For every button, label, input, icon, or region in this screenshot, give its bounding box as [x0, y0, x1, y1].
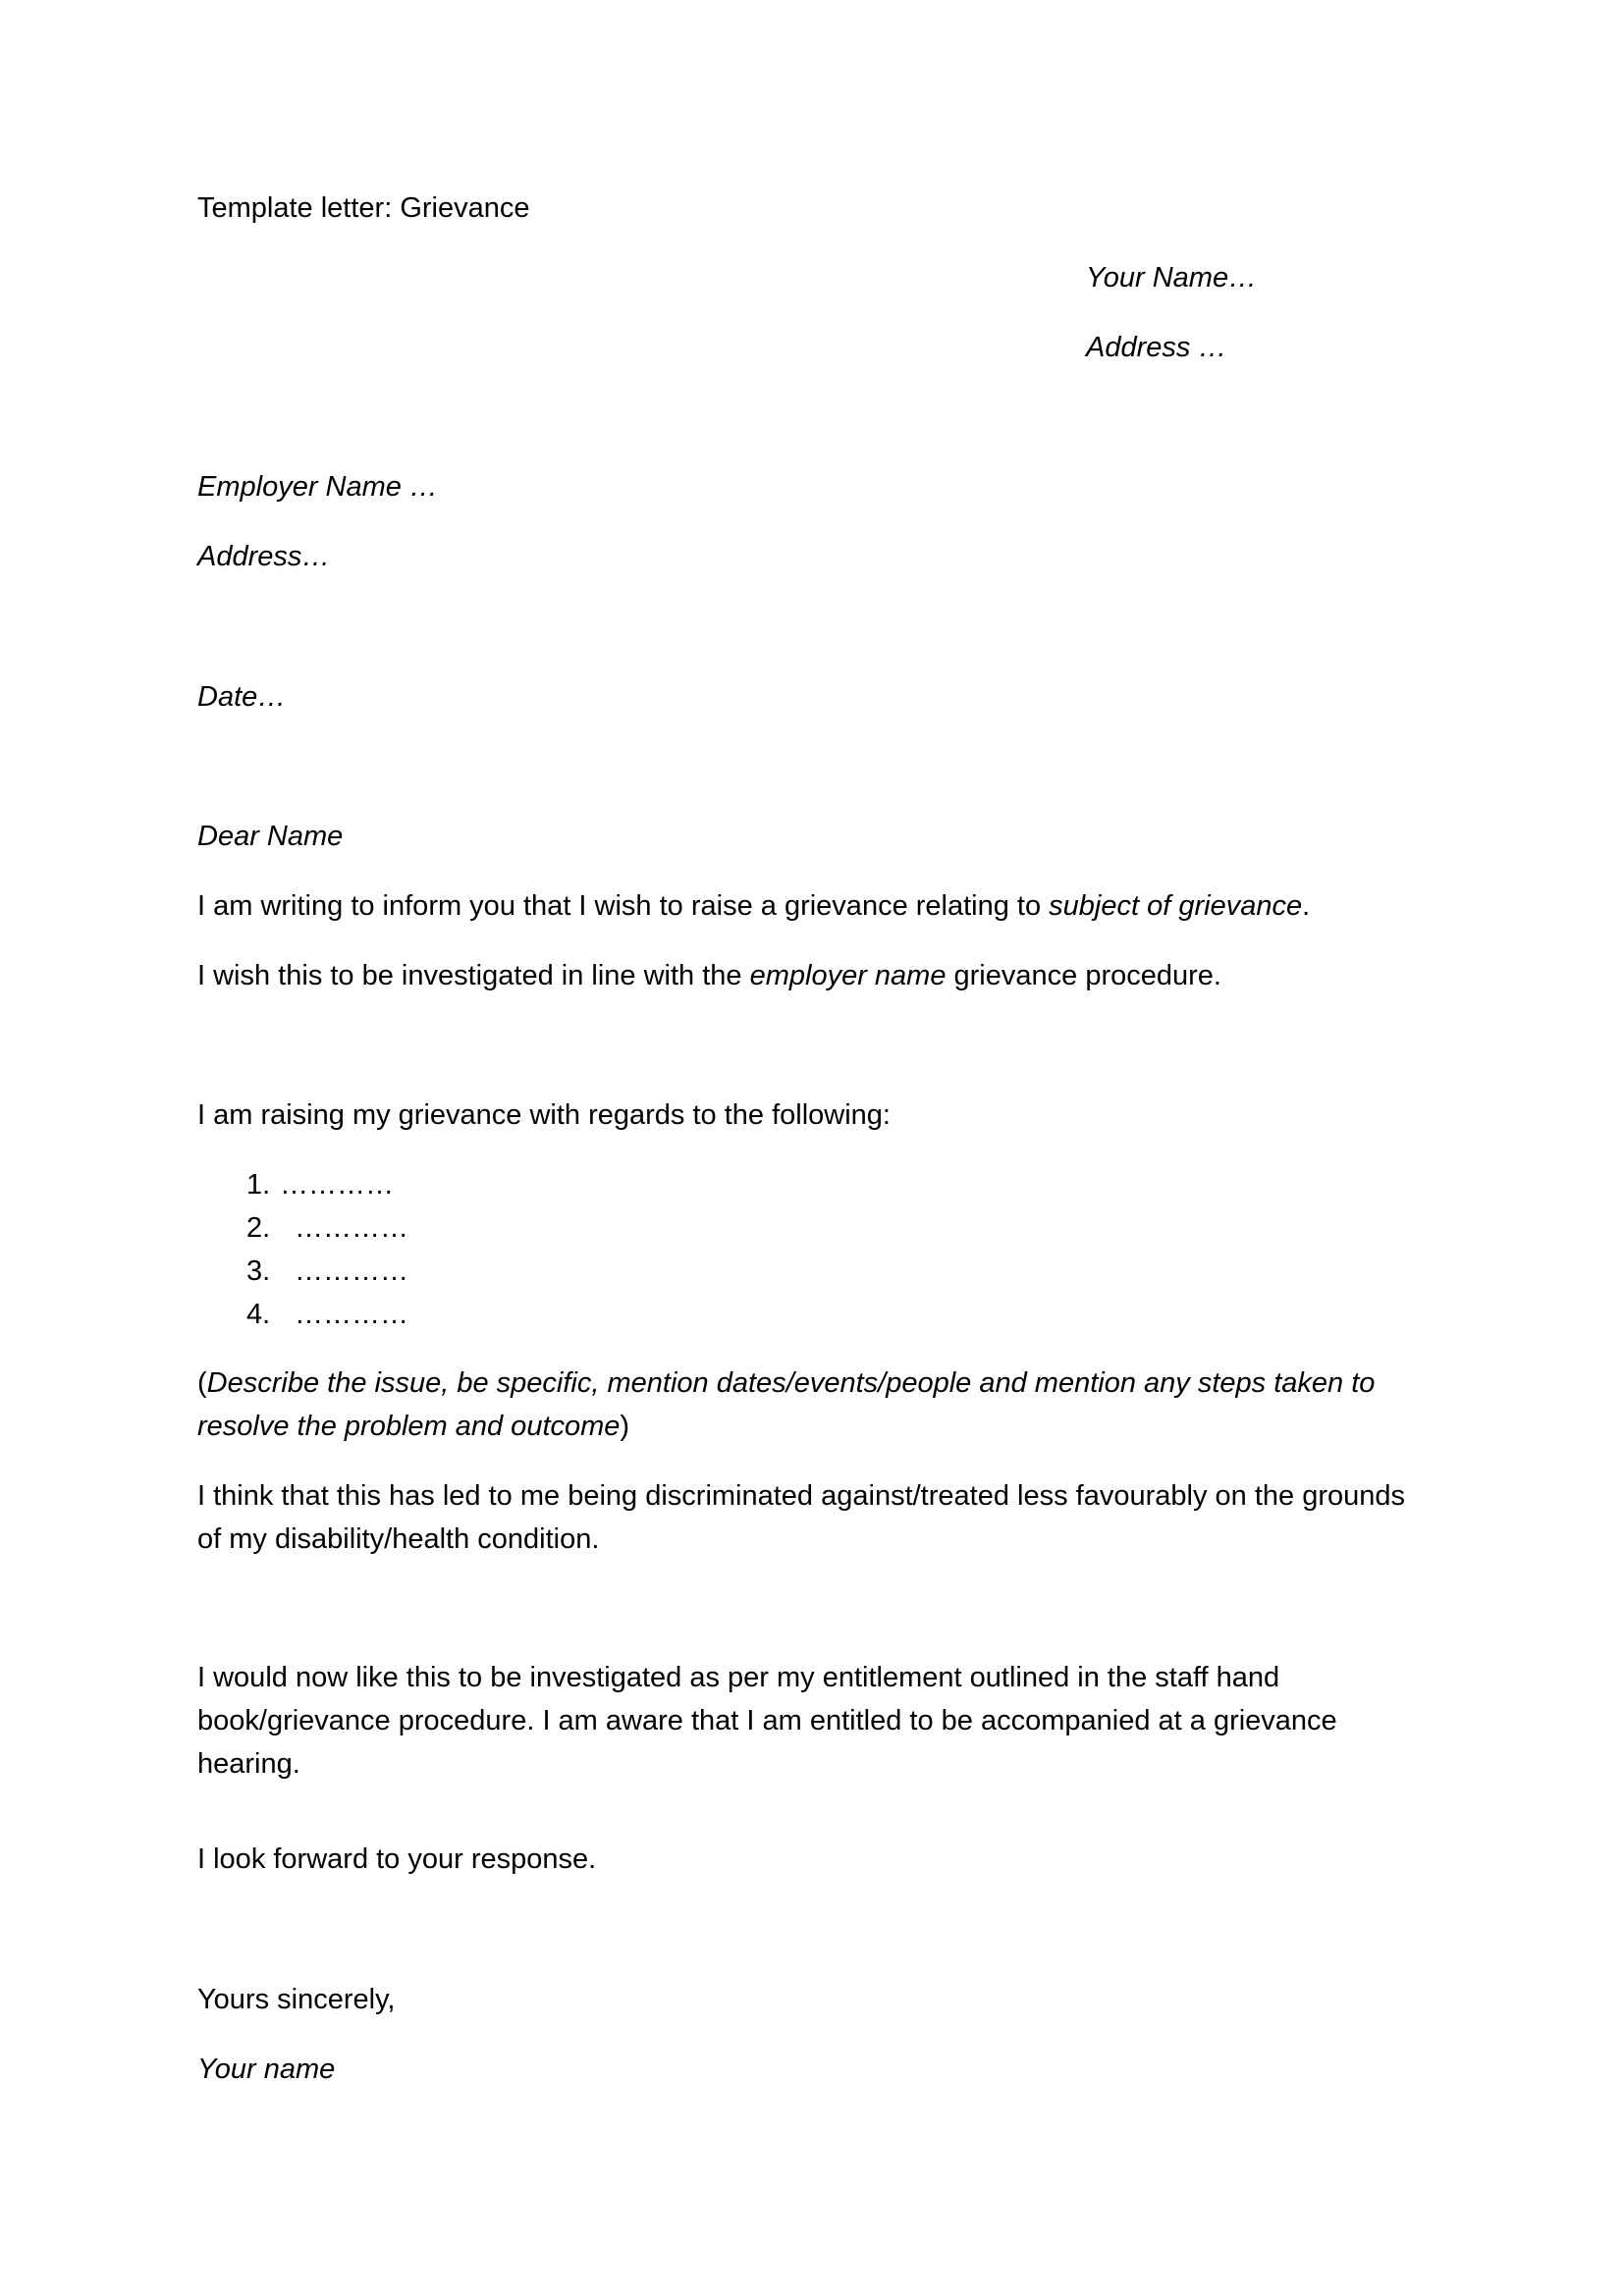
- intro-text: I am writing to inform you that I wish to raise a grievance relating to: [197, 890, 1050, 922]
- intro-subject: subject of grievance: [1049, 890, 1303, 922]
- list-placeholder: …………: [295, 1255, 408, 1287]
- list-number: 3.: [246, 1255, 271, 1287]
- sender-name: Your Name…: [1086, 262, 1258, 294]
- closing-line: I look forward to your response.: [197, 1843, 597, 1875]
- letter-date: Date…: [197, 681, 287, 713]
- investigation-paragraph: [197, 954, 1221, 997]
- list-placeholder: …………: [295, 1299, 408, 1330]
- entitlement-paragraph: I would now like this to be investigated as per my entitlement outlined in the staff hand book/grievance procedure. I am aware that I am entitled to be accompanied at a grievance hearing.: [197, 1662, 1337, 1780]
- letter-title: Template letter: Grievance: [197, 192, 530, 224]
- recipient-address: Address…: [197, 541, 331, 572]
- investigation-employer: employer name: [749, 960, 947, 991]
- intro-paragraph: [197, 884, 1310, 928]
- salutation: Dear Name: [197, 821, 344, 852]
- list-placeholder: …………: [295, 1212, 408, 1244]
- list-number: 4.: [246, 1299, 271, 1330]
- sign-off: Yours sincerely,: [197, 1984, 396, 2015]
- list-number: 2.: [246, 1212, 271, 1244]
- intro-end: .: [1302, 890, 1311, 922]
- investigation-text: I wish this to be investigated in line with the: [197, 960, 750, 991]
- instruction-paragraph: [197, 1362, 1435, 1448]
- signature: Your name: [197, 2054, 336, 2085]
- grounds-intro: I am raising my grievance with regards to the following:: [197, 1099, 891, 1131]
- investigation-end: grievance procedure.: [946, 960, 1221, 991]
- list-placeholder: …………: [280, 1169, 394, 1201]
- instruction-open: (: [197, 1367, 207, 1399]
- sender-address: Address …: [1086, 332, 1227, 363]
- instruction-close: ): [620, 1411, 630, 1442]
- recipient-name: Employer Name …: [197, 471, 438, 503]
- list-number: 1.: [246, 1169, 271, 1201]
- instruction-text: Describe the issue, be specific, mention dates/events/people and mention any steps taken to resolve the problem and outcome: [197, 1367, 1376, 1442]
- discrimination-paragraph: I think that this has led to me being discriminated against/treated less favourably on the grounds of my disability/health condition.: [197, 1480, 1405, 1555]
